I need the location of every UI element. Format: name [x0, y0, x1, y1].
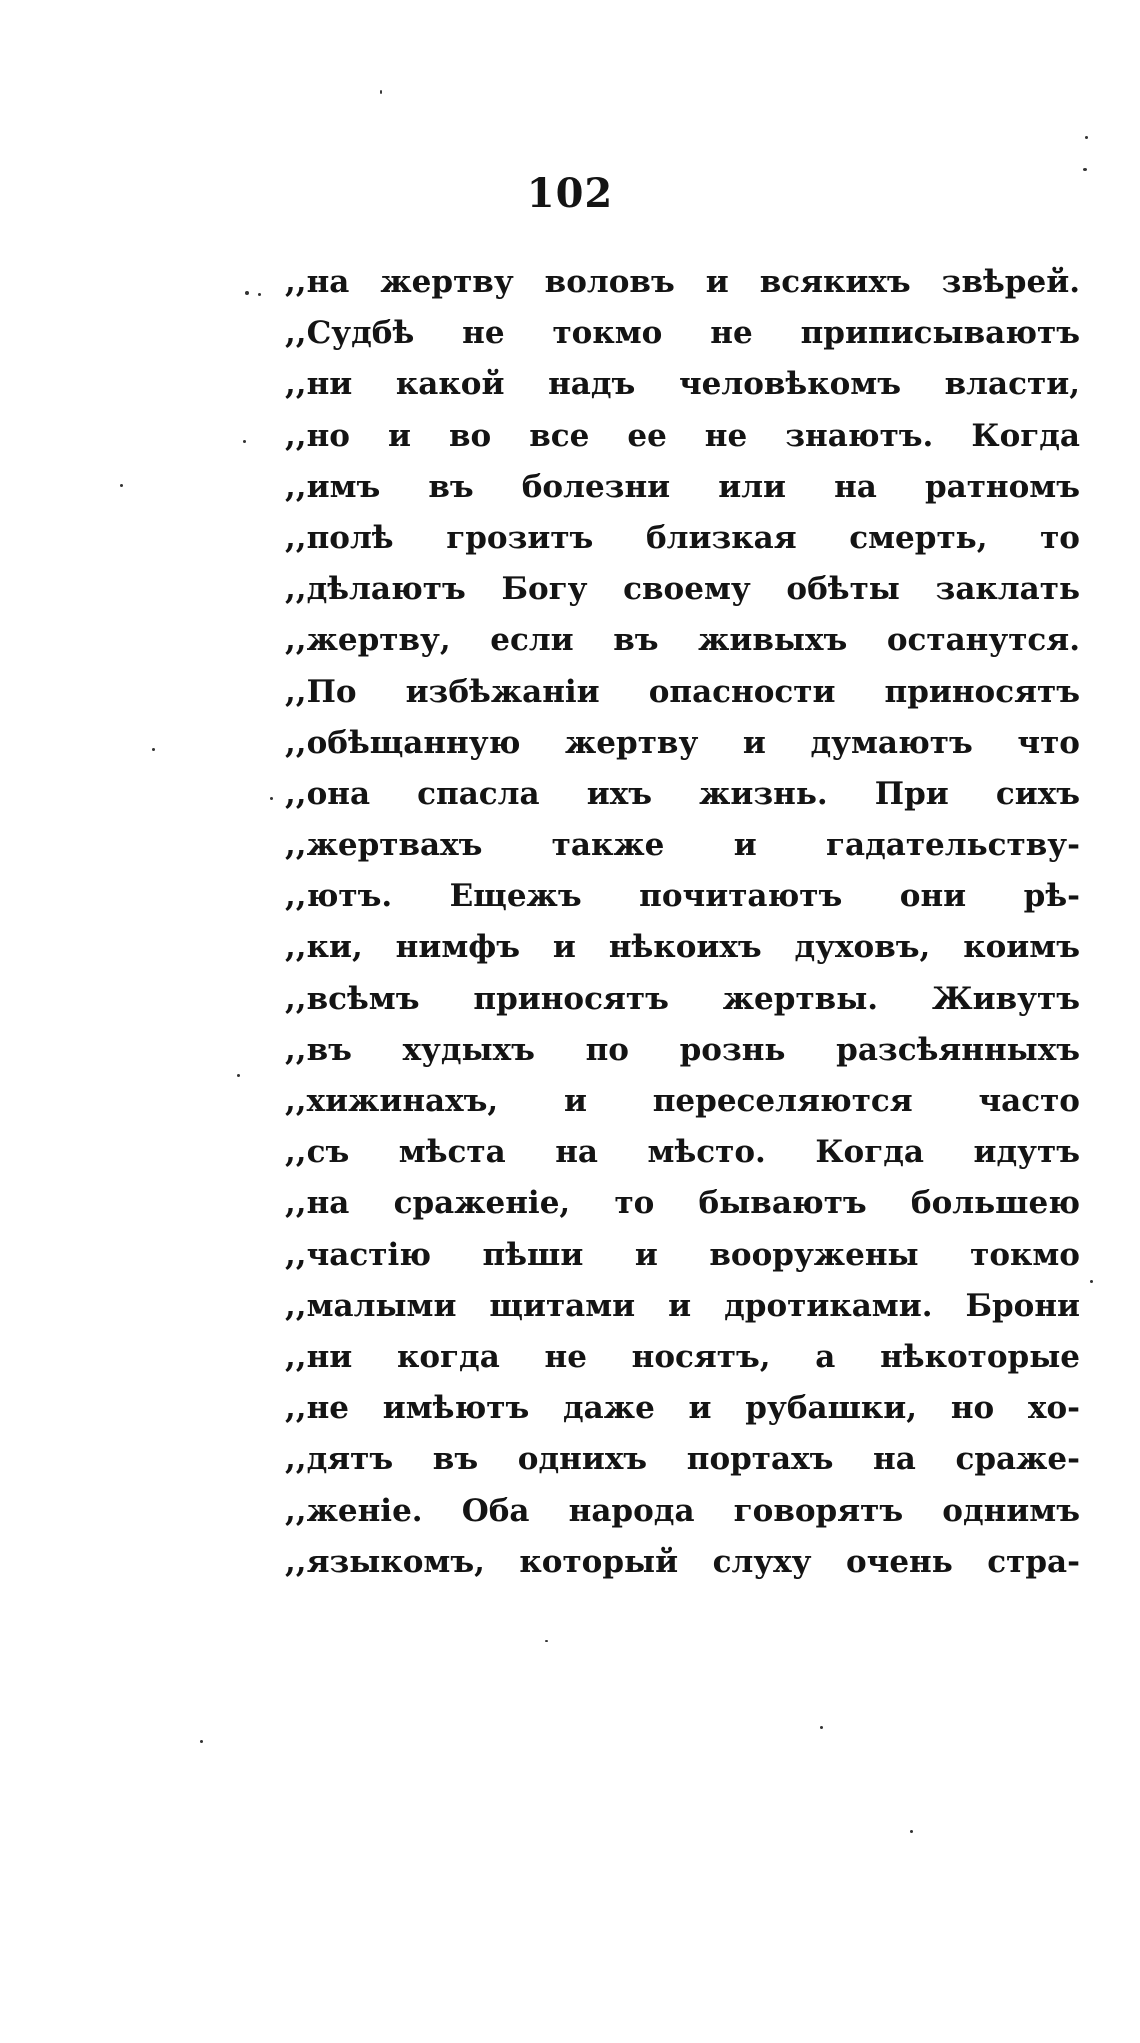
text-line: ,,ни какой надъ человѣкомъ власти,	[285, 366, 1080, 403]
text-line: ,,ни когда не носятъ, а нѣкоторые	[285, 1338, 1080, 1375]
speck	[152, 748, 155, 751]
text-line: ,,языкомъ, который слуху очень стра-	[285, 1543, 1080, 1580]
text-line: ,,всѣмъ приносятъ жертвы. Живутъ	[285, 980, 1080, 1017]
text-line: ,,дятъ въ однихъ портахъ на сраже-	[285, 1441, 1080, 1478]
speck	[200, 1740, 203, 1743]
text-line: ,,ки, нимфъ и нѣкоихъ духовъ, коимъ	[285, 929, 1080, 966]
speck	[120, 484, 123, 487]
body-text	[285, 257, 1080, 1588]
speck	[270, 797, 273, 800]
text-line: ,,на сраженіе, то бываютъ большею	[285, 1185, 1080, 1222]
speck	[243, 440, 246, 443]
speck	[820, 1726, 823, 1729]
speck	[910, 1830, 913, 1833]
text-line: ,,не имѣютъ даже и рубашки, но хо-	[285, 1390, 1080, 1427]
speck	[545, 1640, 548, 1642]
speck	[237, 1074, 240, 1077]
text-line: ,,она спасла ихъ жизнь. При сихъ	[285, 775, 1080, 812]
text-line: ,,обѣщанную жертву и думаютъ что	[285, 724, 1080, 761]
text-line: ,,малыми щитами и дротиками. Брони	[285, 1287, 1080, 1324]
text-line: ,,частію пѣши и вооружены токмо	[285, 1236, 1080, 1273]
speck	[258, 293, 261, 296]
text-line: ,,жертвахъ также и гадательству-	[285, 827, 1080, 864]
text-line: ,,имъ въ болезни или на ратномъ	[285, 468, 1080, 505]
speck	[1090, 1280, 1093, 1283]
text-line: ,,въ худыхъ по рознь разсѣянныхъ	[285, 1031, 1080, 1068]
text-line: ,,Судбѣ не токмо не приписываютъ	[285, 315, 1080, 352]
text-line: ,,хижинахъ, и переселяются часто	[285, 1083, 1080, 1119]
text-line: ,,полѣ грозитъ близкая смерть, то	[285, 519, 1080, 556]
speck	[1083, 168, 1087, 171]
speck	[380, 90, 382, 94]
text-line: ,,жертву, если въ живыхъ останутся.	[285, 622, 1080, 659]
text-line: ,,но и во все ее не знаютъ. Когда	[285, 417, 1080, 454]
text-line: ,,ютъ. Ещежъ почитаютъ они рѣ-	[285, 878, 1080, 915]
text-line: ,,женіе. Оба народа говорятъ однимъ	[285, 1492, 1080, 1529]
text-line: ,,По избѣжаніи опасности приносятъ	[285, 673, 1080, 710]
speck	[245, 291, 249, 295]
text-line: ,,на жертву воловъ и всякихъ звѣрей.	[285, 264, 1080, 300]
speck	[1085, 136, 1088, 139]
page-number: 102	[526, 170, 614, 217]
text-line: ,,дѣлаютъ Богу своему обѣты заклать	[285, 571, 1080, 608]
text-line: ,,съ мѣста на мѣсто. Когда идутъ	[285, 1134, 1080, 1171]
